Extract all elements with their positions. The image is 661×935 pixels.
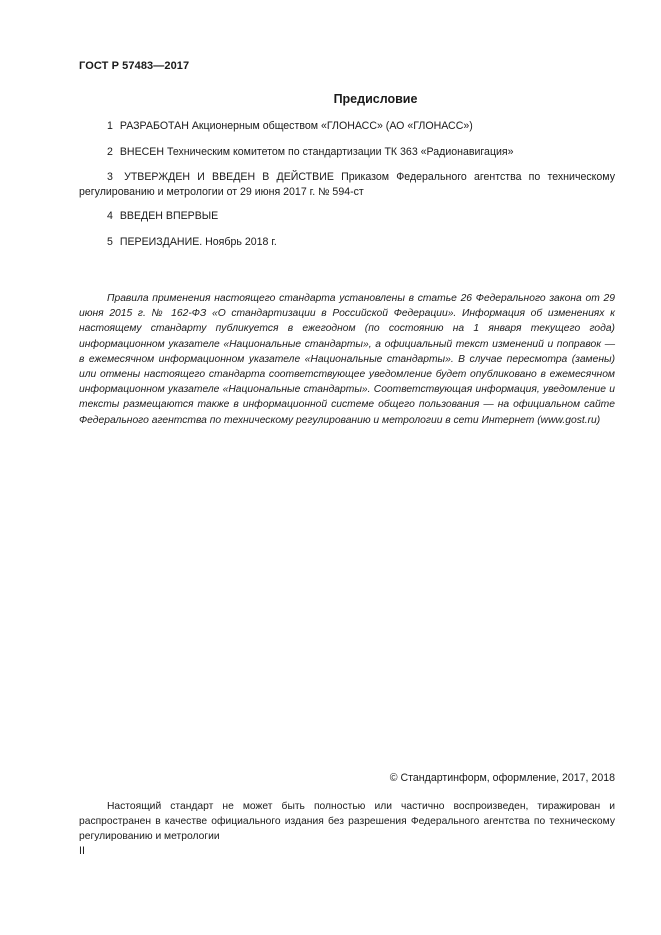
standard-code: ГОСТ Р 57483—2017: [79, 60, 190, 72]
item-text: РАЗРАБОТАН Акционерным обществом «ГЛОНАСС» (АО «ГЛОНАСС»): [119, 120, 473, 132]
copyright-line: © Стандартинформ, оформление, 2017, 2018: [389, 772, 615, 784]
foreword-item: [79, 170, 615, 200]
item-text: ПЕРЕИЗДАНИЕ. Ноябрь 2018 г.: [119, 236, 277, 248]
item-number: 5: [107, 236, 113, 248]
item-number: 4: [107, 210, 113, 222]
foreword-item: [79, 209, 615, 224]
reproduction-notice: Настоящий стандарт не может быть полностью или частично воспроизведен, тиражирован и распространен в качестве официального издания без разрешения Федерального агентства по техническому регулированию и метрологии: [79, 801, 615, 842]
foreword-item: [79, 145, 615, 160]
item-text: ВНЕСЕН Техническим комитетом по стандартизации ТК 363 «Радионавигация»: [119, 146, 514, 158]
item-number: 3: [107, 171, 113, 183]
page-number: II: [79, 845, 85, 857]
item-text: УТВЕРЖДЕН И ВВЕДЕН В ДЕЙСТВИЕ Приказом Федерального агентства по техническому регулированию и метрологии от 29 июня 2017 г. № 594-ст: [79, 171, 615, 198]
foreword-item: [79, 235, 615, 250]
item-number: 2: [107, 146, 113, 158]
item-text: ВВЕДЕН ВПЕРВЫЕ: [119, 210, 219, 222]
item-number: 1: [107, 120, 113, 132]
section-title: Предисловие: [333, 92, 418, 106]
application-rules-notice: Правила применения настоящего стандарта установлены в статье 26 Федерального закона от 29 июня 2015 г. № 162-ФЗ «О стандартизации в Российской Федерации». Информация об изменениях к настоящему стандарту публикуется в ежегодном (по состоянию на 1 января текущего года) информационном указателе «Национальные стандарты», а официальный текст изменений и поправок — в ежемесячном информационном указателе «Национальные стандарты». В случае пересмотра (замены) или отмены настоящего стандарта соответствующее уведомление будет опубликовано в ежемесячном информационном указателе «Национальные стандарты». Соответствующая информация, уведомление и тексты размещаются также в информационной системе общего пользования — на официальном сайте Федерального агентства по техническому регулированию и метрологии в сети Интернет (www.gost.ru): [79, 293, 615, 426]
foreword-item: [79, 119, 615, 134]
